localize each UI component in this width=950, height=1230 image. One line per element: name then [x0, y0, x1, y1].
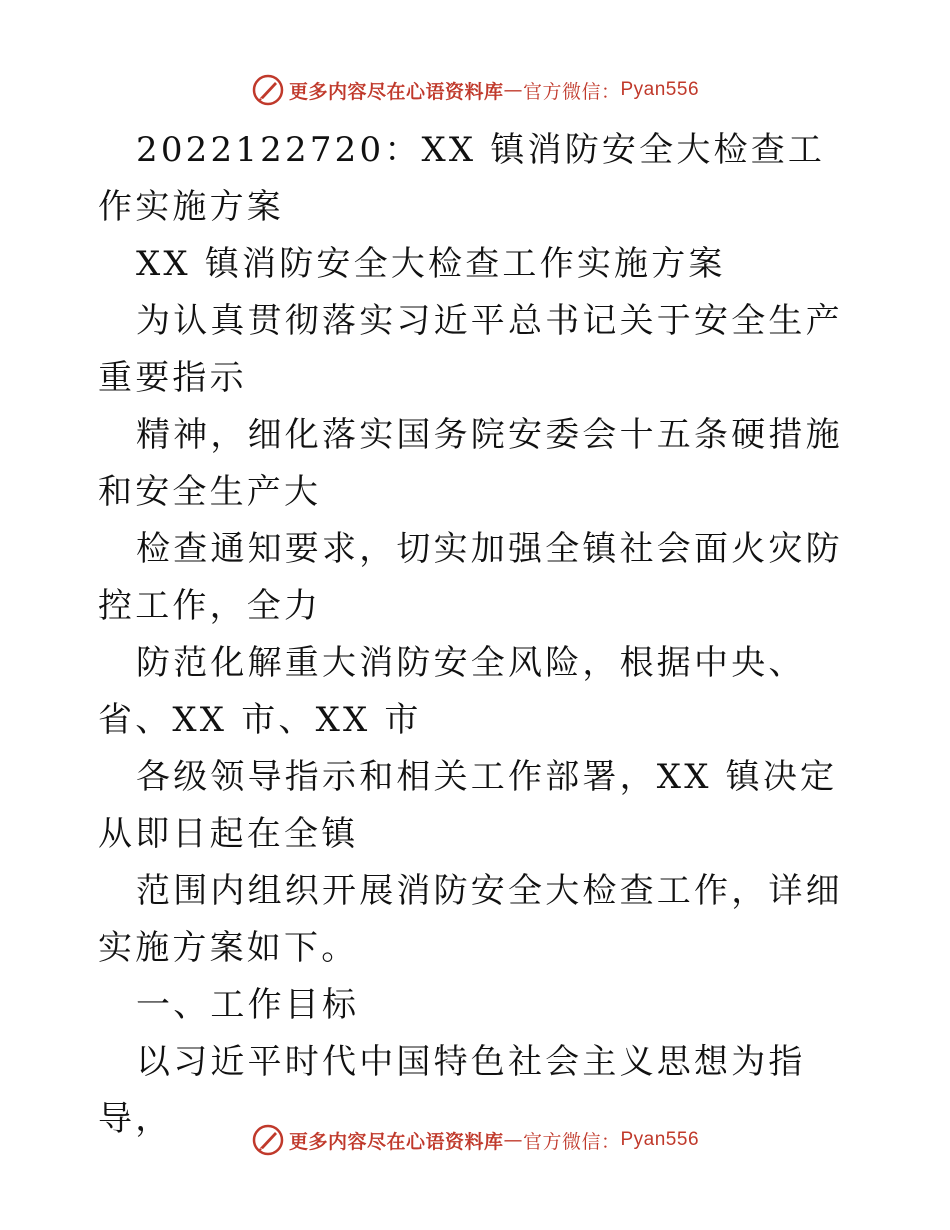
quill-logo-icon	[251, 1123, 285, 1157]
body-paragraph: 范围内组织开展消防安全大检查工作，详细实施方案如下。	[98, 871, 843, 968]
document-body	[98, 122, 858, 1148]
watermark-main-text: 更多内容尽在心语资料库	[288, 1130, 504, 1153]
watermark-wechat-id: Pyan556	[620, 79, 700, 100]
watermark-dash: —	[503, 79, 523, 101]
section-heading: 一、工作目标	[136, 985, 360, 1025]
header-watermark	[0, 70, 950, 110]
footer-watermark	[0, 1120, 950, 1160]
body-paragraph: 以习近平时代中国特色社会主义思想为指导，	[98, 1042, 806, 1139]
body-paragraph: 各级领导指示和相关工作部署，XX 镇决定从即日起在全镇	[98, 757, 838, 854]
watermark-sub-text: 官方微信：	[522, 80, 621, 103]
watermark-dash: —	[503, 1129, 523, 1151]
body-paragraph: 精神，细化落实国务院安委会十五条硬措施和安全生产大	[98, 415, 843, 512]
document-title: 2022122720：XX 镇消防安全大检查工作实施方案	[98, 130, 826, 227]
document-subtitle: XX 镇消防安全大检查工作实施方案	[136, 244, 726, 284]
watermark-main-text: 更多内容尽在心语资料库	[288, 80, 504, 103]
watermark-sub-text: 官方微信：	[522, 1130, 621, 1153]
body-paragraph: 检查通知要求，切实加强全镇社会面火灾防控工作，全力	[98, 529, 843, 626]
body-paragraph: 防范化解重大消防安全风险，根据中央、省、XX 市、XX 市	[98, 643, 806, 740]
quill-logo-icon	[251, 73, 285, 107]
body-paragraph: 为认真贯彻落实习近平总书记关于安全生产重要指示	[98, 301, 843, 398]
watermark-wechat-id: Pyan556	[620, 1129, 700, 1150]
